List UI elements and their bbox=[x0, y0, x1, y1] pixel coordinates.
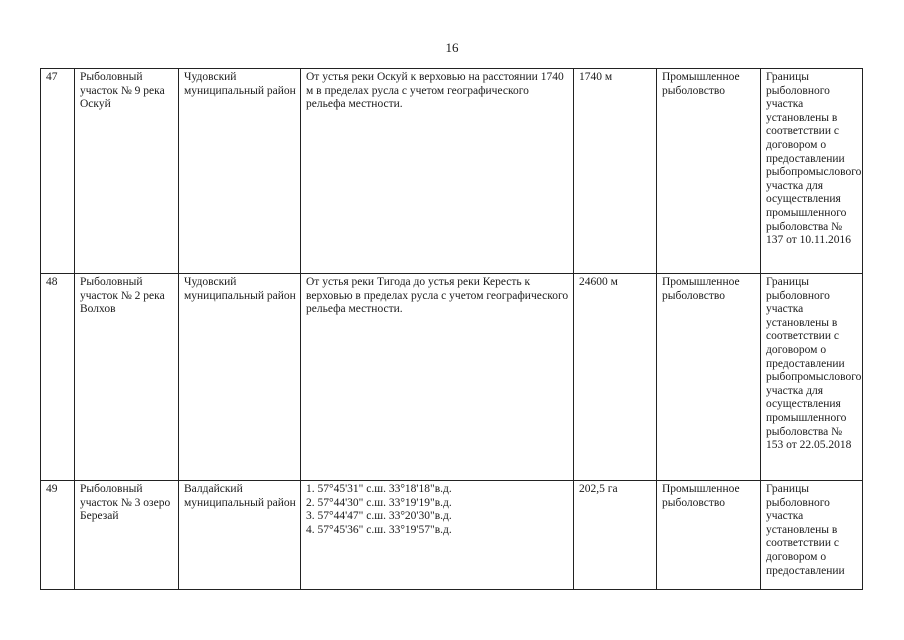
fishing-type: Промышленное рыболовство bbox=[657, 69, 761, 274]
fishing-type: Промышленное рыболовство bbox=[657, 274, 761, 481]
row-number: 47 bbox=[41, 69, 75, 274]
district: Чудовский муниципальный район bbox=[179, 274, 301, 481]
area-description: От устья реки Тигода до устья реки Кересть к верховью в пределах русла с учетом географического рельефа местности. bbox=[301, 274, 574, 481]
area-boundaries: Границы рыболовного участка установлены в соответствии с договором о предоставлении рыбопромыслового участка для осуществления промышленного рыболовства № 153 от 22.05.2018 bbox=[761, 274, 863, 481]
area-name: Рыболовный участок № 2 река Волхов bbox=[75, 274, 179, 481]
area-size: 24600 м bbox=[574, 274, 657, 481]
row-number: 48 bbox=[41, 274, 75, 481]
coordinate-line: 3. 57°44'47" с.ш. 33°20'30"в.д. bbox=[306, 510, 452, 523]
page-number: 16 bbox=[445, 40, 459, 55]
area-name: Рыболовный участок № 9 река Оскуй bbox=[75, 69, 179, 274]
area-coordinates bbox=[301, 481, 574, 590]
area-boundaries: Границы рыболовного участка установлены в соответствии с договором о предоставлении bbox=[761, 481, 863, 590]
table-row bbox=[41, 274, 863, 481]
area-name: Рыболовный участок № 3 озеро Березай bbox=[75, 481, 179, 590]
table-row bbox=[41, 481, 863, 590]
area-description: От устья реки Оскуй к верховью на расстоянии 1740 м в пределах русла с учетом географического рельефа местности. bbox=[301, 69, 574, 274]
coordinate-line: 1. 57°45'31" с.ш. 33°18'18"в.д. bbox=[306, 483, 452, 495]
district: Чудовский муниципальный район bbox=[179, 69, 301, 274]
area-boundaries: Границы рыболовного участка установлены в соответствии с договором о предоставлении рыбопромыслового участка для осуществления промышленного рыболовства № 137 от 10.11.2016 bbox=[761, 69, 863, 274]
district: Валдайский муниципальный район bbox=[179, 481, 301, 590]
coordinate-line: 2. 57°44'30" с.ш. 33°19'19"в.д. bbox=[306, 496, 452, 509]
area-size: 1740 м bbox=[574, 69, 657, 274]
fishing-type: Промышленное рыболовство bbox=[657, 481, 761, 590]
coordinate-line: 4. 57°45'36" с.ш. 33°19'57"в.д. bbox=[306, 523, 452, 536]
row-number: 49 bbox=[41, 481, 75, 590]
fishing-areas-table bbox=[40, 68, 863, 590]
table-row bbox=[41, 69, 863, 274]
area-size: 202,5 га bbox=[574, 481, 657, 590]
